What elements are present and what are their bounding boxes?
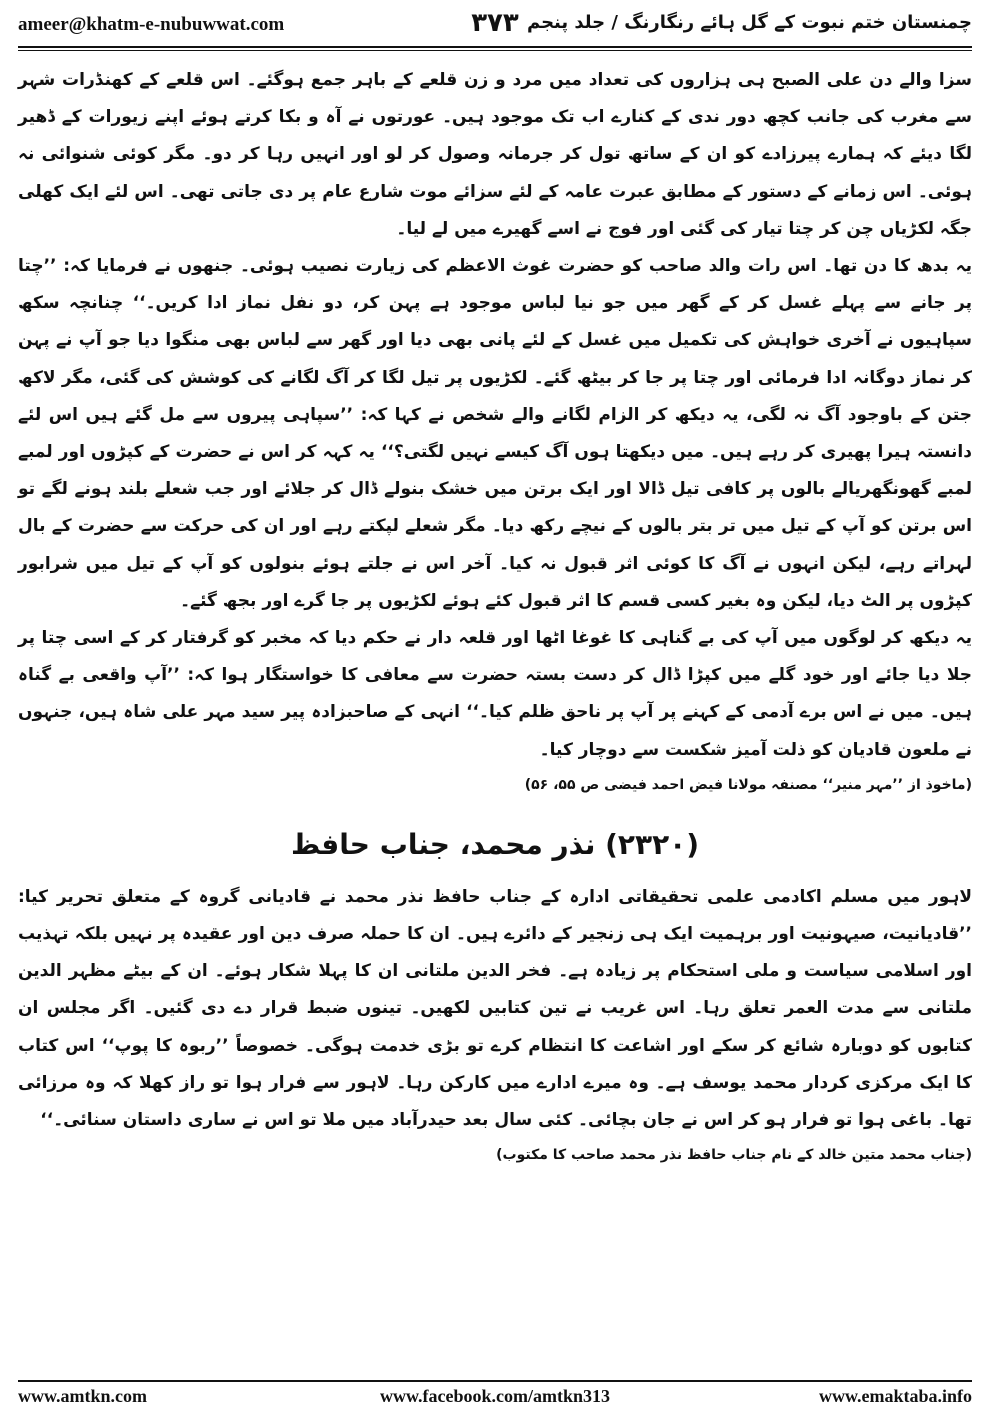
paragraph: یہ بدھ کا دن تھا۔ اس رات والد صاحب کو حضرت غوث الاعظم کی زیارت نصیب ہوئی۔ جنھوں نے فرمایا کہ: ’’چتا پر جانے سے پہلے غسل کر کے گھر میں جو نیا لباس موجود ہے پہن کر، دو نفل نماز ادا کریں۔‘‘ چنانچہ سکھ سپاہیوں نے آخری خواہش کی تکمیل میں غسل کے لئے پانی بھی دیا اور گھر سے لباس بھی منگوا دیا جو آپ نے پہن کر نماز دوگانہ ادا فرمائی اور چتا پر جا کر بیٹھ گئے۔ لکڑیوں پر تیل لگا کر آگ لگانے کی کوشش کی گئی، مگر لاکھ جتن کے باوجود آگ نہ لگی، یہ دیکھ کر الزام لگانے والے شخص نے کہا کہ: ’’سپاہی پیروں سے مل گئے ہیں اس لئے دانستہ ہیرا پھیری کر رہے ہیں۔ میں دیکھتا ہوں آگ کیسے نہیں لگتی؟‘‘ یہ کہہ کر اس نے حضرت کے کپڑوں اور لمبے لمبے گھونگھریالے بالوں پر کافی تیل ڈالا اور ایک برتن میں خشک بنولے ڈال کر جلائے اور جب شعلے بلند ہونے لگے تو اس برتن کو آپ کے تیل میں تر بتر بالوں کے نیچے رکھ دیا۔ مگر شعلے لپکتے رہے اور ان کی حرکت سے حضرت کے بال لہراتے رہے، لیکن انہوں نے آگ کا کوئی اثر قبول نہ کیا۔ آخر اس نے جلتے ہوئے بنولوں کو آپ کے تیل میں شرابور کپڑوں پر الٹ دیا، لیکن وہ بغیر کسی قسم کا اثر قبول کئے ہوئے لکڑیوں پر جا گرے اور بجھ گئے۔ [18, 256, 972, 611]
header-email: ameer@khatm-e-nubuwwat.com [18, 14, 285, 35]
page-header [18, 8, 972, 42]
paragraph: لاہور میں مسلم اکادمی علمی تحقیقاتی ادارہ کے جناب حافظ نذر محمد نے قادیانی گروہ کے متعلق تحریر کیا: ’’قادیانیت، صیہونیت اور برہمیت ایک ہی زنجیر کے دائرے ہیں۔ ان کا حملہ صرف دین اور عقیدہ پر نہیں بلکہ تہذیب اور اسلامی سیاست و ملی استحکام پر زیادہ ہے۔ فخر الدین ملتانی ان کا پہلا شکار ہوئے۔ ان کے بیٹے مظہر الدین ملتانی سے مدت العمر تعلق رہا۔ اس غریب نے تین کتابیں لکھیں۔ تینوں ضبط قرار دے دی گئیں۔ اگر مجلس ان کتابوں کو دوبارہ شائع کر سکے اور اشاعت کا انتظام کرے تو بڑی خدمت ہوگی۔ خصوصاً ’’ربوہ کا پوپ‘‘ اس کتاب کا ایک مرکزی کردار محمد یوسف ہے۔ وہ میرے ادارے میں کارکن رہا۔ لاہور سے فرار ہوا تو راز کھلا کہ وہ مرزائی تھا۔ باغی ہوا تو فرار ہو کر اس نے جان بچائی۔ کئی سال بعد حیدرآباد میں ملا تو اس نے ساری داستان سنائی۔‘‘ [18, 886, 972, 1131]
paragraph: یہ دیکھ کر لوگوں میں آپ کی بے گناہی کا غوغا اٹھا اور قلعہ دار نے حکم دیا کہ مخبر کو گرفتار کر کے اسی چتا پر جلا دیا جائے اور خود گلے میں کپڑا ڈال کر دست بستہ حضرت سے معافی کا خواستگار ہوا کہ: ’’آپ واقعی بے گناہ ہیں۔ میں نے اس برے آدمی کے کہنے پر آپ پر ناحق ظلم کیا۔‘‘ انہی کے صاحبزادہ پیر سید مہر علی شاہ ہیں، جنہوں نے ملعون قادیان کو ذلت آمیز شکست سے دوچار کیا۔ [18, 628, 972, 760]
section-heading: (۲۳۲۰) نذر محمد، جناب حافظ [290, 827, 700, 861]
paragraph: سزا والے دن علی الصبح ہی ہزاروں کی تعداد میں مرد و زن قلعے کے باہر جمع ہوگئے۔ اس قلعے کے کھنڈرات شہر سے مغرب کی جانب کچھ دور ندی کے کنارے اب تک موجود ہیں۔ عورتوں نے آہ و بکا کرتے ہوئے اپنے زیورات کے ڈھیر لگا دیئے کہ ہمارے پیرزادے کو ان کے ساتھ تول کر جرمانہ وصول کر لو اور انہیں رہا کر دو۔ مگر کوئی شنوائی نہ ہوئی۔ اس زمانے کے دستور کے مطابق عبرت عامہ کے لئے سزائے موت شارع عام پر دی جاتی تھی۔ اس لئے ایک کھلی جگہ لکڑیاں چن کر چتا تیار کی گئی اور فوج نے اسے گھیرے میں لے لیا۔ [18, 70, 972, 239]
footer-link-center[interactable]: www.facebook.com/amtkn313 [380, 1386, 610, 1406]
footer-rule [18, 1380, 972, 1382]
header-rule-thin [18, 50, 972, 51]
source-citation: (جناب محمد متین خالد کے نام جناب حافظ نذر محمد صاحب کا مکتوب) [496, 1147, 972, 1164]
book-title: چمنستان ختم نبوت کے گل ہائے رنگارنگ / جلد پنجم [526, 12, 972, 33]
footer-link-right[interactable]: www.emaktaba.info [818, 1386, 972, 1406]
header-rule [18, 46, 972, 48]
footer-link-left[interactable]: www.amtkn.com [18, 1386, 147, 1406]
source-citation: (ماخوذ از ’’مہر منیر‘‘ مصنفہ مولانا فیض احمد فیضی ص ۵۵، ۵۶) [524, 776, 972, 793]
page-footer [18, 1386, 972, 1412]
page-number: ۳۷۳ [471, 8, 519, 38]
body-text [18, 62, 972, 1169]
